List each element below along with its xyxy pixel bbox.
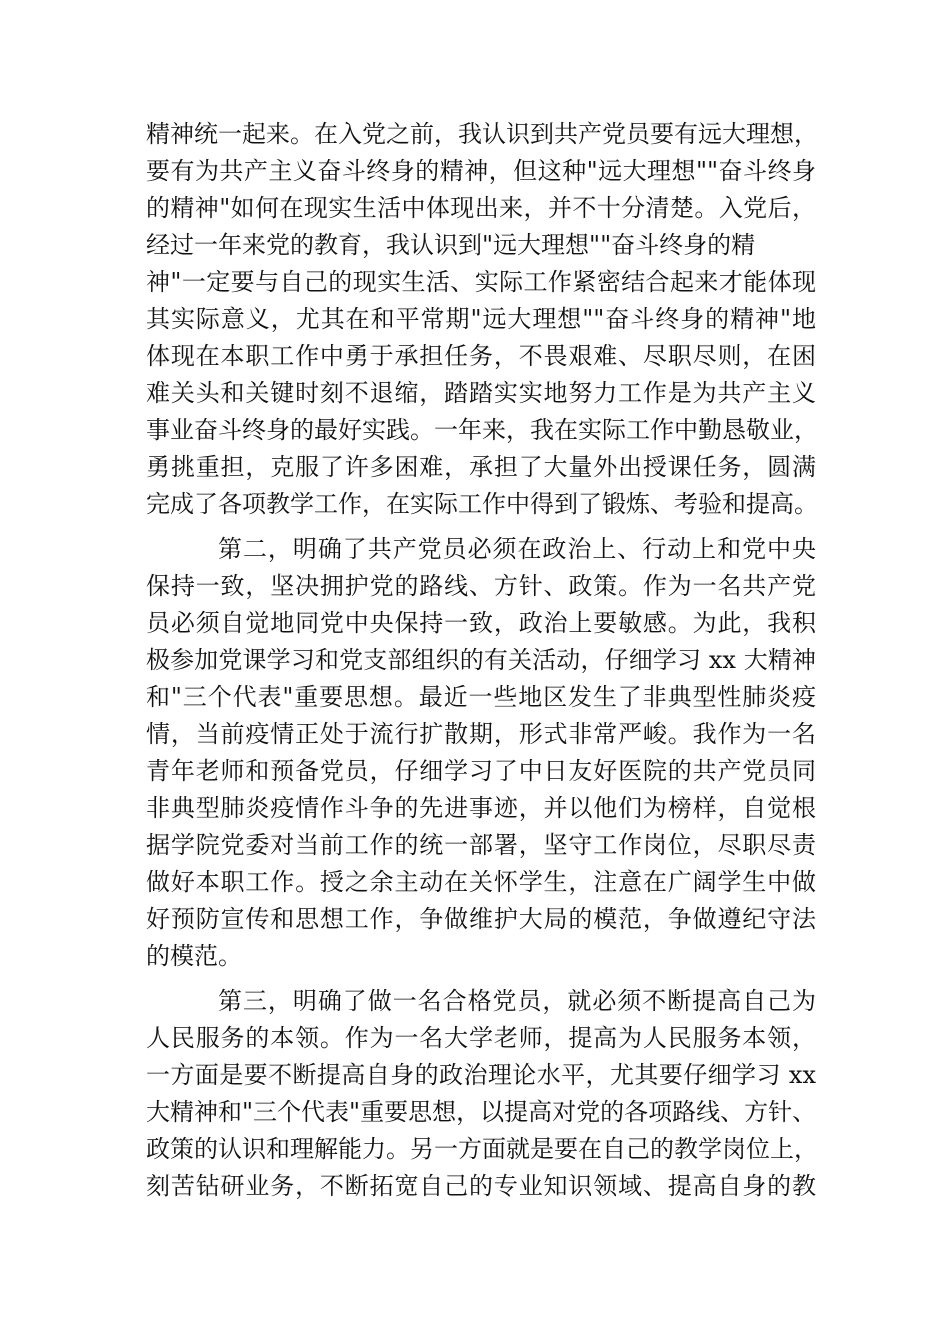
- paragraph-1: [146, 116, 816, 523]
- text-line: 的精神"如何在现实生活中体现出来，并不十分清楚。入党后，: [146, 194, 816, 222]
- text-line: 保持一致，坚决拥护党的路线、方针、政策。作为一名共产党: [146, 572, 816, 600]
- paragraph-3: [146, 983, 816, 1205]
- text-line: 一方面是要不断提高自身的政治理论水平，尤其要仔细学习 xx: [146, 1061, 816, 1089]
- paragraph-gap: [146, 975, 816, 983]
- text-line: 非典型肺炎疫情作斗争的先进事迹，并以他们为榜样，自觉根: [146, 794, 816, 822]
- paragraph-gap: [146, 523, 816, 531]
- text-line: 政策的认识和理解能力。另一方面就是要在自己的教学岗位上，: [146, 1135, 818, 1163]
- text-line: 极参加党课学习和党支部组织的有关活动，仔细学习 xx 大精神: [146, 646, 816, 674]
- text-line: 青年老师和预备党员，仔细学习了中日友好医院的共产党员同: [146, 757, 816, 785]
- text-line: 事业奋斗终身的最好实践。一年来，我在实际工作中勤恳敬业，: [146, 416, 818, 444]
- text-line: 做好本职工作。授之余主动在关怀学生，注意在广阔学生中做: [146, 868, 816, 896]
- text-line: 要有为共产主义奋斗终身的精神，但这种"远大理想""奋斗终身: [146, 157, 816, 185]
- text-line: 情，当前疫情正处于流行扩散期，形式非常严峻。我作为一名: [146, 720, 816, 748]
- text-line: 难关头和关键时刻不退缩，踏踏实实地努力工作是为共产主义: [146, 379, 816, 407]
- text-line: 好预防宣传和思想工作，争做维护大局的模范，争做遵纪守法: [146, 905, 816, 933]
- text-line: 精神统一起来。在入党之前，我认识到共产党员要有远大理想，: [146, 120, 818, 148]
- text-line: 的模范。: [146, 942, 242, 970]
- paragraph-2: [146, 531, 816, 975]
- text-line: 据学院党委对当前工作的统一部署，坚守工作岗位，尽职尽责: [146, 831, 816, 859]
- text-line: 第三，明确了做一名合格党员，就必须不断提高自己为: [218, 987, 816, 1015]
- text-line: 刻苦钻研业务，不断拓宽自己的专业知识领域、提高自身的教: [146, 1172, 816, 1200]
- text-line: 人民服务的本领。作为一名大学老师，提高为人民服务本领，: [146, 1024, 816, 1052]
- text-line: 勇挑重担，克服了许多困难，承担了大量外出授课任务，圆满: [146, 453, 816, 481]
- text-line: 体现在本职工作中勇于承担任务，不畏艰难、尽职尽则，在困: [146, 342, 816, 370]
- text-line: 其实际意义，尤其在和平常期"远大理想""奋斗终身的精神"地: [146, 305, 816, 333]
- document-body: [146, 116, 816, 1205]
- text-line: 经过一年来党的教育，我认识到"远大理想""奋斗终身的精: [146, 231, 756, 259]
- text-line: 和"三个代表"重要思想。最近一些地区发生了非典型性肺炎疫: [146, 683, 816, 711]
- text-line: 第二，明确了共产党员必须在政治上、行动上和党中央: [218, 535, 816, 563]
- text-line: 完成了各项教学工作，在实际工作中得到了锻炼、考验和提高。: [146, 490, 818, 518]
- text-line: 大精神和"三个代表"重要思想，以提高对党的各项路线、方针、: [146, 1098, 817, 1126]
- text-line: 员必须自觉地同党中央保持一致，政治上要敏感。为此，我积: [146, 609, 816, 637]
- text-line: 神"一定要与自己的现实生活、实际工作紧密结合起来才能体现: [146, 268, 816, 296]
